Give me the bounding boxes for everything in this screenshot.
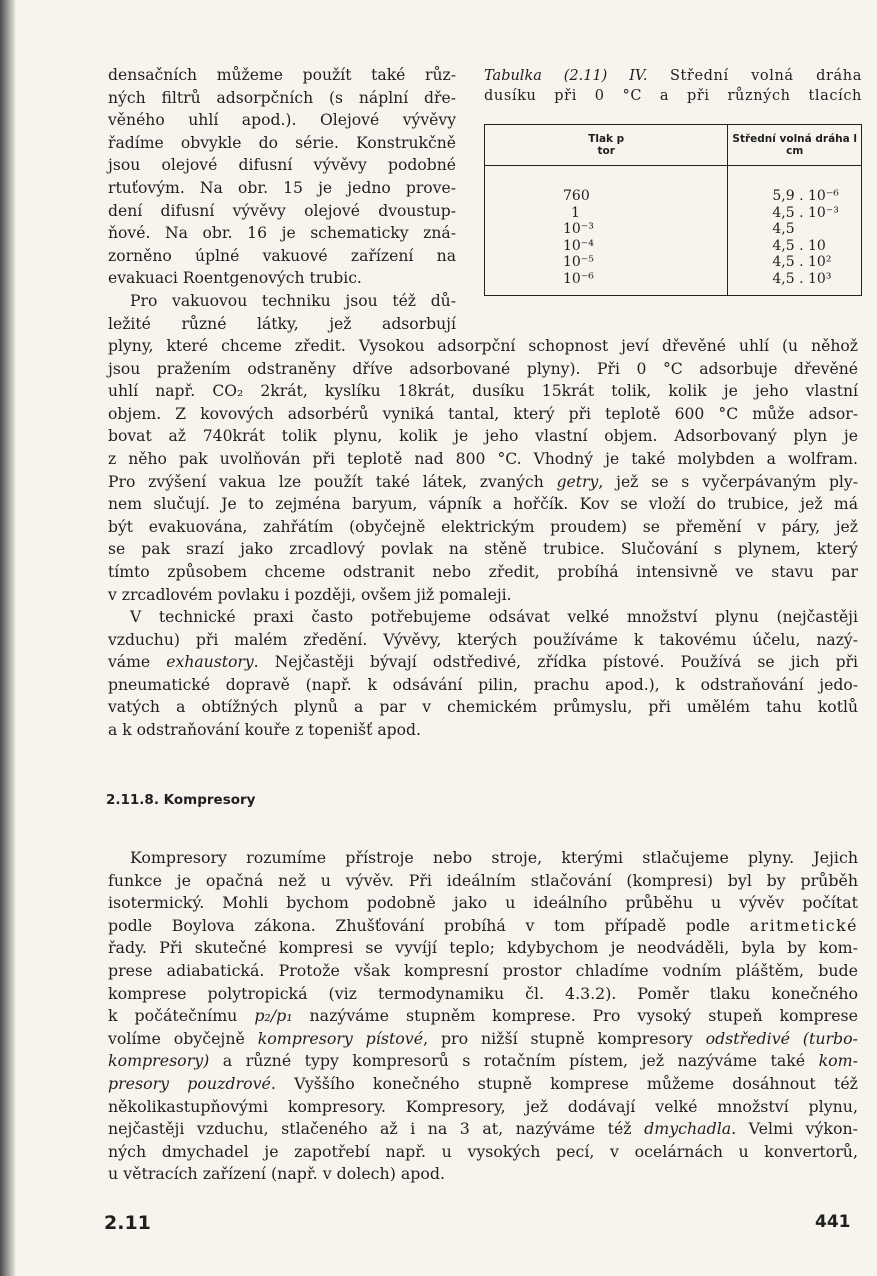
- text-line: V technické praxi často potřebujeme odsávat velké množství plynu (nejčastěji: [130, 608, 858, 626]
- term-aritmeticke: aritmetické: [749, 915, 858, 935]
- text-line: objem. Z kovových adsorbérů vyniká tantal, který při teplotě 600 °C může adsor-: [108, 404, 858, 423]
- text-line: Kompresory rozumíme přístroje nebo stroje, kterými stlačujeme plyny. Jejich: [130, 848, 858, 867]
- adsorption-paragraph: [108, 335, 858, 606]
- pressure-value: 10⁻⁵: [563, 254, 594, 270]
- text-line: zorněno úplné vakuové zařízení na: [108, 246, 456, 265]
- text-line: ňové. Na obr. 16 je schematicky zná-: [108, 224, 456, 243]
- header-pressure: Tlak p tor: [485, 125, 728, 166]
- pressure-ratio: p₂/p₁: [254, 1006, 293, 1026]
- text-line: řadíme obvykle do série. Konstrukčně: [108, 133, 456, 152]
- term-dmychadla: dmychadla: [644, 1119, 732, 1139]
- text-line: podle Boylova zákona. Zhušťování probíhá v tom případě podle aritmetické: [108, 915, 858, 935]
- exhaust-paragraph: [108, 606, 858, 742]
- pressure-value: 10⁻⁶: [563, 270, 594, 287]
- text-line: rtuťovým. Na obr. 15 je jedno prove-: [108, 178, 456, 197]
- path-value: 5,9 . 10⁻⁶: [772, 188, 839, 204]
- text-line: v zrcadlovém povlaku i později, ovšem již pomaleji.: [108, 585, 512, 604]
- text-line: komprese polytropická (viz termodynamiku čl. 4.3.2). Poměr tlaku konečného: [108, 983, 858, 1003]
- pressure-value: 760: [563, 188, 590, 204]
- term-kompresory-pistove: kompresory pístové: [257, 1028, 424, 1048]
- pressure-value: 10⁻⁴: [563, 237, 594, 254]
- pressure-column: [485, 166, 728, 296]
- text-line: nem slučují. Je to zejména baryum, vápník a hořčík. Kov se vloží do trubice, jež má: [108, 495, 858, 514]
- header-mean-free-path: Střední volná dráha l cm: [728, 125, 862, 166]
- text-line: pneumatické dopravě (např. k odsávání pilin, prachu apod.), k odstraňování jedo-: [108, 675, 858, 694]
- text-line: jsou pražením odstraněny dříve adsorbované plyny). Při 0 °C adsorbuje dřevěné: [108, 359, 858, 378]
- text-line: bovat až 740krát tolik plynu, kolik je jeho vlastní objem. Adsorbovaný plyn je: [108, 427, 858, 446]
- text-line: a k odstraňování kouře z topenišť apod.: [108, 720, 421, 739]
- text-line: několikastupňovými kompresory. Kompresory, jež dodávají velké množství plynu,: [108, 1096, 858, 1116]
- text-line: být evakuována, zahřátím (obyčejně elektrickým proudem) se přemění v páry, jež: [108, 517, 858, 536]
- page-number: 441: [815, 1212, 851, 1232]
- path-value: 4,5 . 10: [772, 237, 826, 254]
- text-line: plyny, které chceme zředit. Vysokou adsorpční schopnost jeví dřevěné uhlí (u něhož: [108, 337, 858, 355]
- section-heading: 2.11.8. Kompresory: [106, 792, 256, 808]
- footer-section-number: 2.11: [104, 1212, 151, 1234]
- text-line: se pak srazí jako zrcadlový povlak na stěně trubice. Slučování s plynem, který: [108, 540, 858, 559]
- text-line: Pro zvýšení vakua lze použít také látek, zvaných getry, jež se s vyčerpávaným ply-: [108, 472, 858, 491]
- term-exhaustory: exhaustory: [166, 653, 254, 672]
- text-line: evakuaci Roentgenových trubic.: [108, 269, 362, 288]
- term-kompresory-pouzdrove: presory pouzdrové: [108, 1073, 271, 1093]
- text-line: densačních můžeme použít také růz-: [108, 66, 456, 84]
- text-line: věného uhlí apod.). Olejové vývěvy: [108, 111, 456, 130]
- text-line: Pro vakuovou techniku jsou též dů-: [130, 291, 456, 310]
- text-line: uhlí např. CO₂ 2krát, kyslíku 18krát, dusíku 15krát tolik, kolik je jeho vlastní: [108, 382, 858, 401]
- term-odstredive: odstředivé (turbo-: [705, 1028, 858, 1048]
- text-line: k počátečnímu p₂/p₁ nazýváme stupněm komprese. Pro vysoký stupeň komprese: [108, 1006, 858, 1026]
- text-line: vzduchu) při malém zředění. Vývěvy, kterých používáme k takovému účelu, nazý-: [108, 630, 858, 649]
- text-line: ných filtrů adsorpčních (s náplní dře-: [108, 88, 456, 107]
- text-line: kompresory) a různé typy kompresorů s rotačním pístem, jež nazýváme také kom-: [108, 1051, 858, 1071]
- text-line: isotermický. Mohli bychom podobně jako u ideálního průběhu u vývěv počítat: [108, 893, 858, 913]
- table-caption: [484, 66, 862, 106]
- text-line: dení difusní vývěvy olejové dvoustup-: [108, 201, 456, 220]
- left-column-text: [108, 64, 456, 335]
- text-line: z něho pak uvolňován při teplotě nad 800 °C. Vhodný je také molybden a wolfram.: [108, 449, 858, 468]
- text-line: ných dmychadel je zapotřebí např. u vysokých pecí, v ocelárnách u konvertorů,: [108, 1141, 858, 1161]
- path-value: 4,5: [772, 221, 795, 237]
- path-value: 4,5 . 10²: [772, 254, 832, 270]
- mean-free-path-column: [728, 166, 862, 296]
- path-value: 4,5 . 10⁻³: [772, 204, 839, 221]
- text-line: nejčastěji vzduchu, stlačeného až i na 3 at, nazýváme též dmychadla. Velmi výkon-: [108, 1119, 858, 1139]
- text-line: volíme obyčejně kompresory pístové, pro nižší stupně kompresory odstředivé (turbo-: [108, 1028, 858, 1048]
- text-line: řady. Při skutečné kompresi se vyvíjí teplo; kdybychom je neodváděli, byla by kom-: [108, 938, 858, 958]
- text-line: vatých a obtížných plynů a par v chemickém průmyslu, při umělém tahu kotlů: [108, 698, 858, 717]
- table-caption-line2: dusíku při 0 °C a při různých tlacích: [484, 88, 862, 104]
- table-caption-text: Střední volná dráha: [647, 68, 862, 84]
- text-line: u větracích zařízení (např. v dolech) apod.: [108, 1164, 446, 1184]
- path-value: 4,5 . 10³: [772, 270, 832, 287]
- text-line: tímto způsobem chceme odstranit nebo zředit, probíhá intensivně ve stavu par: [108, 562, 858, 581]
- table-caption-title: Tabulka (2.11) IV.: [484, 68, 648, 84]
- mean-free-path-table: [484, 124, 862, 296]
- text-line: jsou olejové difusní vývěvy podobné: [108, 156, 456, 175]
- pressure-value: 10⁻³: [563, 221, 594, 237]
- page-binding-edge: [0, 0, 16, 1276]
- pressure-value: 1: [571, 204, 580, 221]
- text-line: váme exhaustory. Nejčastěji bývají odstředivé, zřídka pístové. Používá se jich při: [108, 653, 858, 672]
- text-line: presory pouzdrové. Vyššího konečného stupně komprese můžeme dosáhnout též: [108, 1073, 858, 1093]
- compressor-paragraph: [108, 847, 858, 1186]
- text-line: funkce je opačná než u vývěv. Při ideálním stlačování (kompresi) byl by průběh: [108, 870, 858, 890]
- text-line: prese adiabatická. Protože však kompresní prostor chladíme vodním pláštěm, bude: [108, 960, 858, 980]
- term-getry: getry: [556, 472, 599, 491]
- text-line: ležité různé látky, jež adsorbují: [108, 314, 456, 333]
